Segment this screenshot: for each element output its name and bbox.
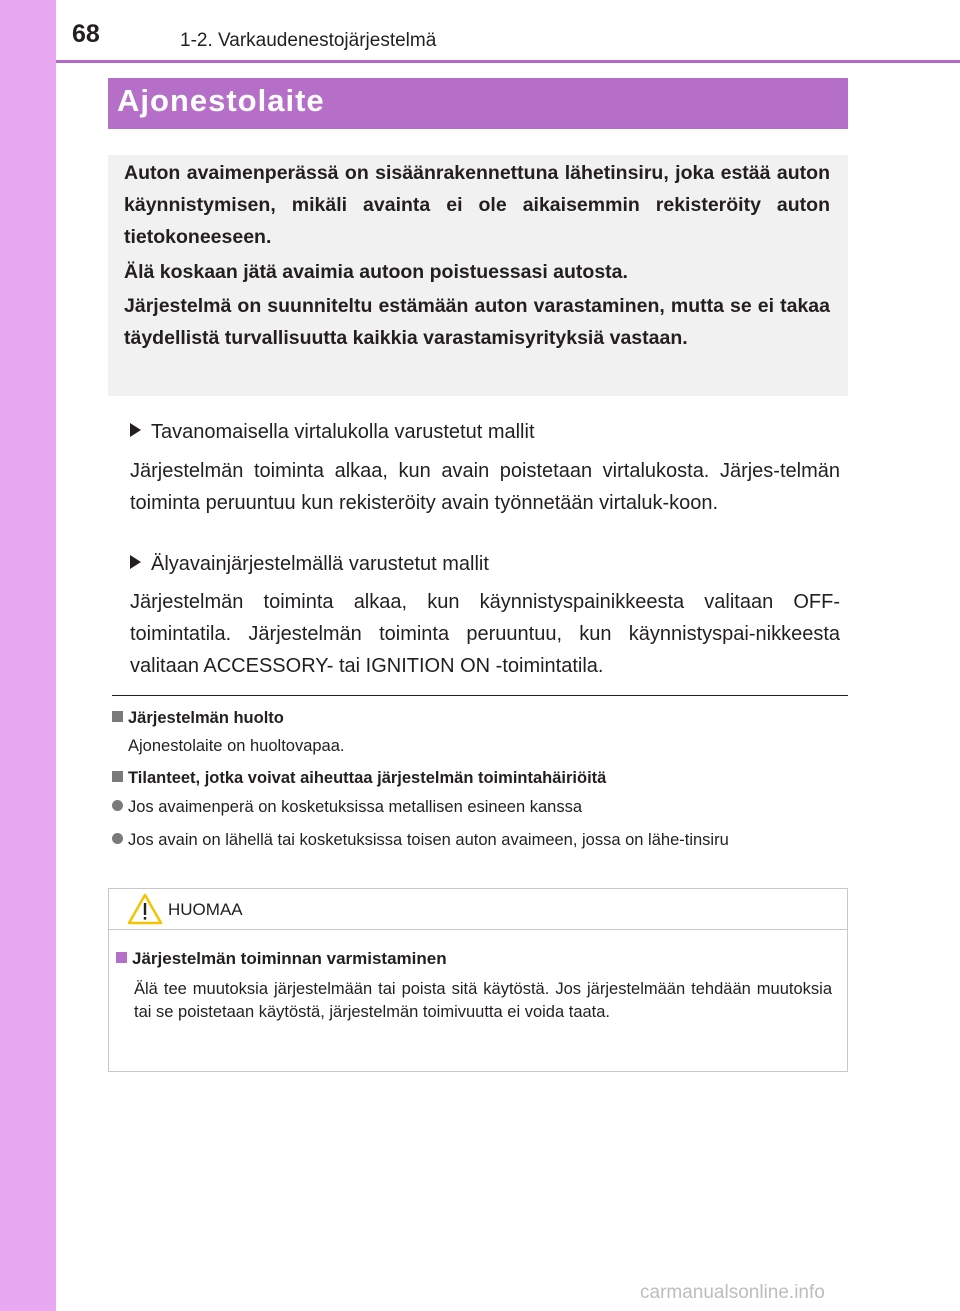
model-heading-1 [130,418,535,446]
watermark: carmanualsonline.info [640,1282,825,1303]
notice-heading [116,948,447,970]
maintenance-heading-text: Järjestelmän huolto [128,709,284,727]
page-title: Ajonestolaite [117,83,325,118]
intro-paragraph-2: Älä koskaan jätä avaimia autoon poistuessasi autosta. [124,261,628,283]
square-bullet-icon [112,711,123,722]
intro-paragraph-3: Järjestelmä on suunniteltu estämään auton varastaminen, mutta se ei takaa täydellistä turvallisuutta kaikkia varastamisyrityksiä vastaan. [124,295,830,349]
intro-paragraph-1: Auton avaimenperässä on sisäänrakennettuna lähetinsiru, joka estää auton käynnistymisen, mikäli avainta ei ole aikaisemmin rekisteröity auton tietokoneeseen. [124,162,830,248]
square-bullet-icon [112,771,123,782]
model-heading-text: Älyavainjärjestelmällä varustetut mallit [151,553,489,575]
maintenance-text: Ajonestolaite on huoltovapaa. [128,737,345,755]
list-item [112,829,852,851]
bullet-text: Jos avaimenperä on kosketuksissa metallisen esineen kanssa [128,798,582,816]
notice-heading-text: Järjestelmän toiminnan varmistaminen [132,949,447,968]
model-heading-text: Tavanomaisella virtalukolla varustetut mallit [151,421,535,443]
triangle-bullet-icon [130,423,141,437]
maintenance-heading [112,707,284,729]
circle-bullet-icon [112,833,123,844]
notice-label: HUOMAA [168,900,243,919]
model-text-2: Järjestelmän toiminta alkaa, kun käynnistyspainikkeesta valitaan OFF-toimintatila. Järjestelmän toiminta peruuntuu, kun käynnistyspai-nikkeesta valitaan ACCESSORY- tai IGNITION ON -toimintatila. [130,591,840,677]
page-number: 68 [72,20,100,48]
header-rule [56,60,960,63]
bullet-text: Jos avain on lähellä tai kosketuksissa toisen auton avaimeen, jossa on lähe-tinsiru [128,831,729,849]
malfunction-heading-text: Tilanteet, jotka voivat aiheuttaa järjestelmän toimintahäiriöitä [128,769,607,787]
notice-text: Älä tee muutoksia järjestelmään tai poista sitä käytöstä. Jos järjestelmään tehdään muutoksia tai se poistetaan käytöstä, järjestelmän toimivuutta ei voida taata. [134,980,832,1021]
circle-bullet-icon [112,800,123,811]
triangle-bullet-icon [130,555,141,569]
notice-divider [108,929,848,930]
model-heading-2 [130,550,489,578]
warning-triangle-icon [127,893,163,925]
square-bullet-icon [116,952,127,963]
model-text-1: Järjestelmän toiminta alkaa, kun avain poistetaan virtalukosta. Järjes-telmän toiminta peruuntuu kun rekisteröity avain työnnetään virtaluk-koon. [130,460,840,514]
divider [112,695,848,696]
malfunction-heading [112,767,606,789]
side-color-strip [0,0,56,1311]
section-title: 1-2. Varkaudenestojärjestelmä [180,30,437,51]
list-item [112,796,852,818]
